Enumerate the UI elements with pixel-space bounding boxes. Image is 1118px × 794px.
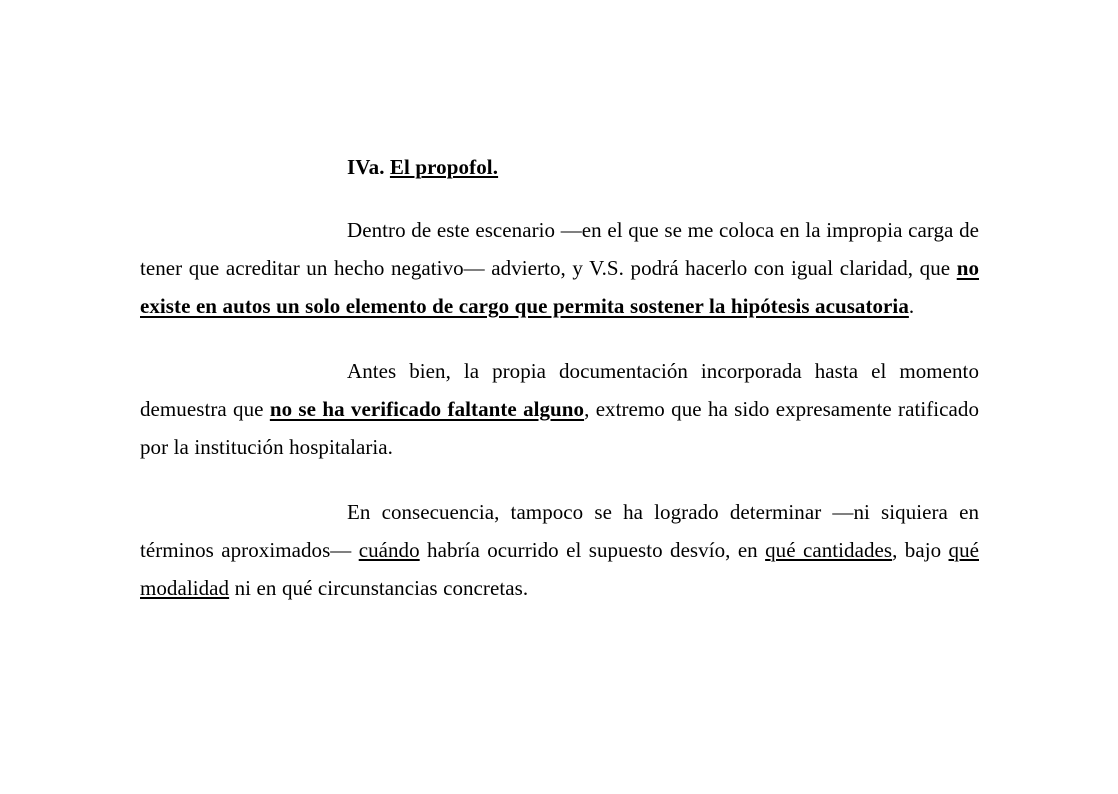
section-heading-title: El propofol. [389, 155, 499, 179]
paragraph-3-emphasis-1: cuándo [358, 538, 420, 562]
paragraph-1-emphasis-1: no existe en autos un solo elemento de cargo que permita sostener la hipótesis acusatoria [140, 256, 979, 318]
paragraph-3-text-3: , bajo [892, 538, 949, 562]
section-heading [140, 148, 979, 186]
paragraph-3-text-1: En consecuencia, tampoco se ha logrado determinar —ni siquiera en términos aproximados— [140, 500, 979, 562]
section-heading-number: IVa. [347, 155, 385, 179]
document-body [140, 148, 979, 607]
paragraph-1 [140, 211, 979, 325]
paragraph-3-text-4: ni en qué circunstancias concretas. [229, 576, 529, 600]
paragraph-3 [140, 493, 979, 607]
paragraph-2-text-2: , extremo que ha sido expresamente ratificado por la institución hospitalaria. [140, 397, 979, 459]
paragraph-3-emphasis-3: qué modalidad [140, 538, 979, 600]
paragraph-1-text-1: Dentro de este escenario —en el que se me coloca en la impropia carga de tener que acreditar un hecho negativo— advierto, y V.S. podrá hacerlo con igual claridad, que [140, 218, 979, 280]
paragraph-2-text-1: Antes bien, la propia documentación incorporada hasta el momento demuestra que [140, 359, 979, 421]
paragraph-2-emphasis-1: no se ha verificado faltante alguno [269, 397, 585, 421]
paragraph-3-emphasis-2: qué cantidades [765, 538, 893, 562]
paragraph-1-text-2: . [908, 294, 915, 318]
paragraph-2 [140, 352, 979, 466]
paragraph-3-text-2: habría ocurrido el supuesto desvío, en [419, 538, 766, 562]
